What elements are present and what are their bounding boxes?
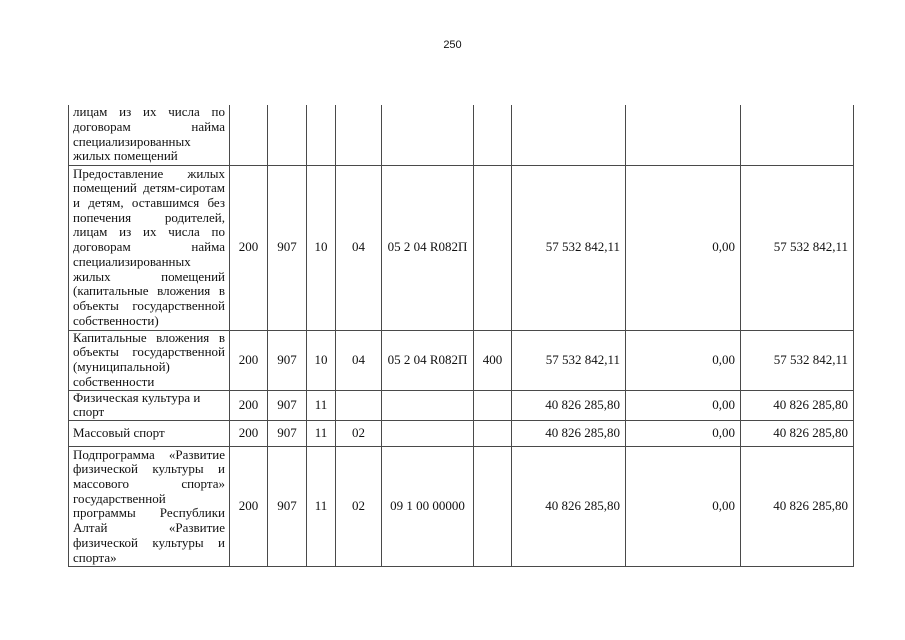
row-name-line: собственности) [73,312,159,328]
amount-3-cell: 40 826 285,80 [741,420,854,446]
row-name-line: договорам найма [73,239,225,255]
target-article-code-cell: 09 1 00 00000 [382,446,474,566]
table-row [69,105,854,165]
subsection-code-cell: 04 [336,165,382,330]
amount-2-cell: 0,00 [626,446,741,566]
row-name-cell [69,330,230,390]
amount-2-cell: 0,00 [626,420,741,446]
table-row [69,446,854,566]
section-code-cell [307,105,336,165]
target-article-code-cell [382,390,474,420]
department-code-cell: 907 [268,446,307,566]
amount-2-cell: 0,00 [626,390,741,420]
expense-type-code-cell [474,420,512,446]
expense-type-code-cell [474,105,512,165]
row-name-line: физической культуры и [73,461,225,477]
amount-2-cell: 0,00 [626,330,741,390]
amount-1-cell: 40 826 285,80 [512,446,626,566]
department-code-cell: 907 [268,165,307,330]
row-name-line: (муниципальной) [73,359,170,374]
classifier-code-cell: 200 [230,330,268,390]
table-row [69,420,854,446]
row-name-line: Предоставление жилых [73,165,225,181]
row-name-line: лицам из их числа по [73,105,225,120]
row-name-cell [69,420,230,446]
row-name-line: собственности [73,373,155,389]
row-name-line: Массовый спорт [73,425,165,441]
classifier-code-cell: 200 [230,446,268,566]
expense-type-code-cell [474,446,512,566]
classifier-code-cell: 200 [230,165,268,330]
subsection-code-cell [336,105,382,165]
department-code-cell: 907 [268,390,307,420]
row-name-line: спорта» [73,549,117,565]
row-name-cell [69,165,230,330]
row-name-line: жилых помещений [73,148,178,164]
section-code-cell: 10 [307,165,336,330]
department-code-cell: 907 [268,330,307,390]
expense-type-code-cell [474,390,512,420]
row-name-cell [69,446,230,566]
row-name-line: объекты государственной [73,297,225,313]
expense-type-code-cell: 400 [474,330,512,390]
row-name-line: (капитальные вложения в [73,283,225,299]
table-row [69,390,854,420]
target-article-code-cell [382,105,474,165]
row-name-cell [69,390,230,420]
department-code-cell [268,105,307,165]
target-article-code-cell [382,420,474,446]
page-number: 250 [443,39,462,51]
target-article-code-cell: 05 2 04 R082П [382,330,474,390]
subsection-code-cell: 04 [336,330,382,390]
amount-1-cell: 40 826 285,80 [512,390,626,420]
subsection-code-cell: 02 [336,446,382,566]
amount-3-cell: 40 826 285,80 [741,446,854,566]
row-name-line: объекты государственной [73,344,225,360]
row-name-line: физической культуры и [73,534,225,550]
classifier-code-cell: 200 [230,390,268,420]
amount-3-cell: 57 532 842,11 [741,165,854,330]
row-name-line: помещений детям-сиротам [73,180,225,196]
amount-3-cell: 57 532 842,11 [741,330,854,390]
row-name-line: Физическая культура и [73,390,201,405]
subsection-code-cell: 02 [336,420,382,446]
subsection-code-cell [336,390,382,420]
row-name-line: спорт [73,404,105,420]
row-name-line: специализированных [73,253,191,269]
amount-2-cell: 0,00 [626,165,741,330]
row-name-line: Алтай «Развитие [73,520,225,536]
amount-3-cell: 40 826 285,80 [741,390,854,420]
amount-2-cell [626,105,741,165]
row-name-line: попечения родителей, [73,209,225,225]
row-name-line: лицам из их числа по [73,224,225,240]
amount-1-cell: 57 532 842,11 [512,330,626,390]
row-name-line: договорам найма [73,119,225,135]
amount-1-cell: 40 826 285,80 [512,420,626,446]
classifier-code-cell [230,105,268,165]
amount-3-cell [741,105,854,165]
expense-type-code-cell [474,165,512,330]
row-name-cell [69,105,230,165]
section-code-cell: 11 [307,420,336,446]
row-name-line: и детям, оставшимся без [73,195,225,211]
amount-1-cell [512,105,626,165]
department-code-cell: 907 [268,420,307,446]
classifier-code-cell: 200 [230,420,268,446]
row-name-line: программы Республики [73,505,225,521]
row-name-line: специализированных [73,133,191,149]
row-name-line: государственной [73,490,166,506]
target-article-code-cell: 05 2 04 R082П [382,165,474,330]
amount-1-cell: 57 532 842,11 [512,165,626,330]
section-code-cell: 11 [307,446,336,566]
row-name-line: массового спорта» [73,476,225,491]
section-code-cell: 10 [307,330,336,390]
row-name-line: жилых помещений [73,268,225,284]
section-code-cell: 11 [307,390,336,420]
table-row [69,165,854,330]
row-name-line: Подпрограмма «Развитие [73,446,225,462]
table-row [69,330,854,390]
row-name-line: Капитальные вложения в [73,330,225,345]
budget-table [68,105,854,567]
